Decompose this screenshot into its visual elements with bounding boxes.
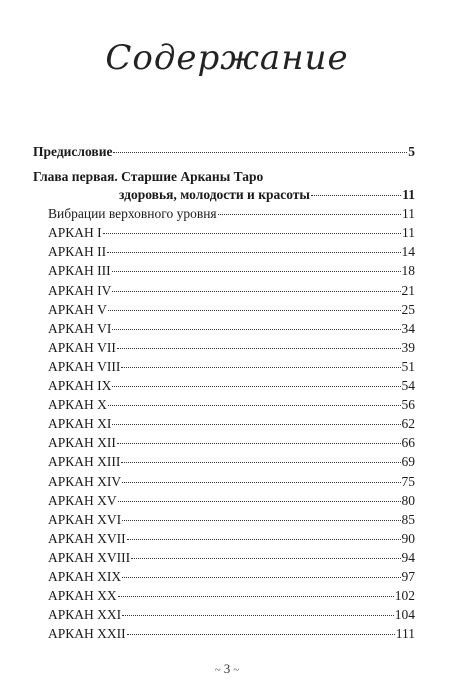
table-of-contents xyxy=(33,144,415,645)
toc-entry-page: 97 xyxy=(401,568,415,584)
toc-entry[interactable] xyxy=(33,626,415,645)
toc-entry-label: АРКАН VIII xyxy=(48,358,121,374)
toc-entry[interactable] xyxy=(33,302,415,321)
toc-entry-page: 80 xyxy=(401,492,415,508)
dot-leader xyxy=(121,367,400,368)
toc-entry-page: 18 xyxy=(401,263,415,279)
toc-entry-page: 85 xyxy=(401,511,415,527)
toc-entry[interactable] xyxy=(33,263,415,282)
toc-entry-label: АРКАН I xyxy=(48,225,102,241)
toc-entry-page: 25 xyxy=(401,301,415,317)
toc-entry[interactable] xyxy=(33,206,415,225)
toc-entry[interactable] xyxy=(33,512,415,531)
toc-entry[interactable] xyxy=(33,378,415,397)
toc-entry-label: АРКАН XVI xyxy=(48,511,122,527)
toc-entry-label: АРКАН XV xyxy=(48,492,117,508)
toc-entry-page: 62 xyxy=(401,416,415,432)
toc-entry-page: 69 xyxy=(401,454,415,470)
toc-entry-page: 14 xyxy=(401,244,415,260)
toc-entry[interactable] xyxy=(33,321,415,340)
toc-entry-label: здоровья, молодости и красоты xyxy=(119,187,310,203)
toc-entry-page: 104 xyxy=(394,607,415,623)
dot-leader xyxy=(311,195,401,196)
dot-leader xyxy=(113,152,407,153)
toc-entry-label: АРКАН XVII xyxy=(48,530,126,546)
toc-entry[interactable] xyxy=(33,397,415,416)
toc-entry-page: 11 xyxy=(402,206,415,222)
page-title: Содержание xyxy=(105,38,349,78)
dot-leader xyxy=(118,596,394,597)
chapter-heading: Глава первая. Старшие Арканы Таро xyxy=(33,169,264,185)
toc-entry-page: 21 xyxy=(401,282,415,298)
toc-entry[interactable] xyxy=(33,607,415,626)
toc-entry-page: 34 xyxy=(401,320,415,336)
toc-entry-label: АРКАН XII xyxy=(48,435,116,451)
toc-entry-page: 54 xyxy=(401,378,415,394)
ornament-right-icon: ~ xyxy=(233,664,240,676)
toc-entry-label: Вибрации верховного уровня xyxy=(48,206,217,222)
dot-leader xyxy=(108,310,401,311)
dot-leader xyxy=(112,424,400,425)
toc-entry[interactable] xyxy=(33,416,415,435)
toc-entry[interactable] xyxy=(33,493,415,512)
toc-entry-label: АРКАН VI xyxy=(48,320,112,336)
toc-entry[interactable] xyxy=(33,435,415,454)
toc-entry-label: АРКАН XIII xyxy=(48,454,121,470)
dot-leader xyxy=(127,634,395,635)
toc-entry-page: 90 xyxy=(401,530,415,546)
ornament-left-icon: ~ xyxy=(214,664,221,676)
toc-entry[interactable] xyxy=(33,550,415,569)
dot-leader xyxy=(131,558,400,559)
page-number-value: 3 xyxy=(223,661,231,676)
toc-entry-page: 75 xyxy=(401,473,415,489)
dot-leader xyxy=(117,348,401,349)
toc-entry-label: АРКАН XXII xyxy=(48,626,126,642)
toc-entry-page: 51 xyxy=(401,358,415,374)
toc-entry-label: АРКАН IX xyxy=(48,378,112,394)
dot-leader xyxy=(122,615,394,616)
toc-entry[interactable] xyxy=(33,283,415,302)
toc-entry-label: АРКАН V xyxy=(48,301,107,317)
toc-entry[interactable] xyxy=(33,531,415,550)
dot-leader xyxy=(112,271,401,272)
toc-entry[interactable] xyxy=(33,340,415,359)
dot-leader xyxy=(107,252,400,253)
toc-entry[interactable] xyxy=(33,569,415,588)
toc-entry-label: АРКАН XVIII xyxy=(48,549,131,565)
toc-entry-page: 11 xyxy=(402,187,415,203)
dot-leader xyxy=(103,233,401,234)
toc-entry-label: АРКАН XIV xyxy=(48,473,122,489)
dot-leader xyxy=(218,214,401,215)
dot-leader xyxy=(117,443,401,444)
toc-entry-page: 94 xyxy=(401,549,415,565)
toc-entry-label: АРКАН IV xyxy=(48,282,112,298)
toc-entry-label: АРКАН VII xyxy=(48,339,116,355)
dot-leader xyxy=(112,386,400,387)
toc-entry-preface[interactable] xyxy=(33,144,415,163)
toc-entry-page: 56 xyxy=(401,397,415,413)
toc-entry[interactable] xyxy=(33,359,415,378)
dot-leader xyxy=(127,539,401,540)
page-number xyxy=(0,661,454,677)
toc-entry-label: АРКАН III xyxy=(48,263,111,279)
toc-entry-page: 102 xyxy=(394,588,415,604)
toc-entry[interactable] xyxy=(33,588,415,607)
toc-entry-label: АРКАН XIX xyxy=(48,568,122,584)
toc-entry-page: 11 xyxy=(402,225,415,241)
toc-entry-label: АРКАН XXI xyxy=(48,607,122,623)
dot-leader xyxy=(122,520,400,521)
toc-entry[interactable] xyxy=(33,454,415,473)
dot-leader xyxy=(121,462,400,463)
dot-leader xyxy=(122,577,400,578)
toc-entry[interactable] xyxy=(33,474,415,493)
toc-entry[interactable] xyxy=(33,244,415,263)
toc-entry-label: АРКАН X xyxy=(48,397,107,413)
dot-leader xyxy=(118,501,401,502)
toc-entry-list xyxy=(33,206,415,645)
toc-entry-page: 66 xyxy=(401,435,415,451)
toc-entry-page: 5 xyxy=(408,144,415,159)
toc-entry-label: АРКАН II xyxy=(48,244,107,260)
toc-entry-page: 111 xyxy=(395,626,415,642)
toc-entry-label: АРКАН XI xyxy=(48,416,112,432)
dot-leader xyxy=(112,329,400,330)
dot-leader xyxy=(108,405,401,406)
toc-entry-label: АРКАН XX xyxy=(48,588,117,604)
toc-entry-label: Предисловие xyxy=(33,144,113,159)
dot-leader xyxy=(122,482,400,483)
dot-leader xyxy=(112,291,400,292)
toc-entry-page: 39 xyxy=(401,339,415,355)
toc-entry-chapter[interactable] xyxy=(33,187,415,206)
toc-entry[interactable] xyxy=(33,225,415,244)
